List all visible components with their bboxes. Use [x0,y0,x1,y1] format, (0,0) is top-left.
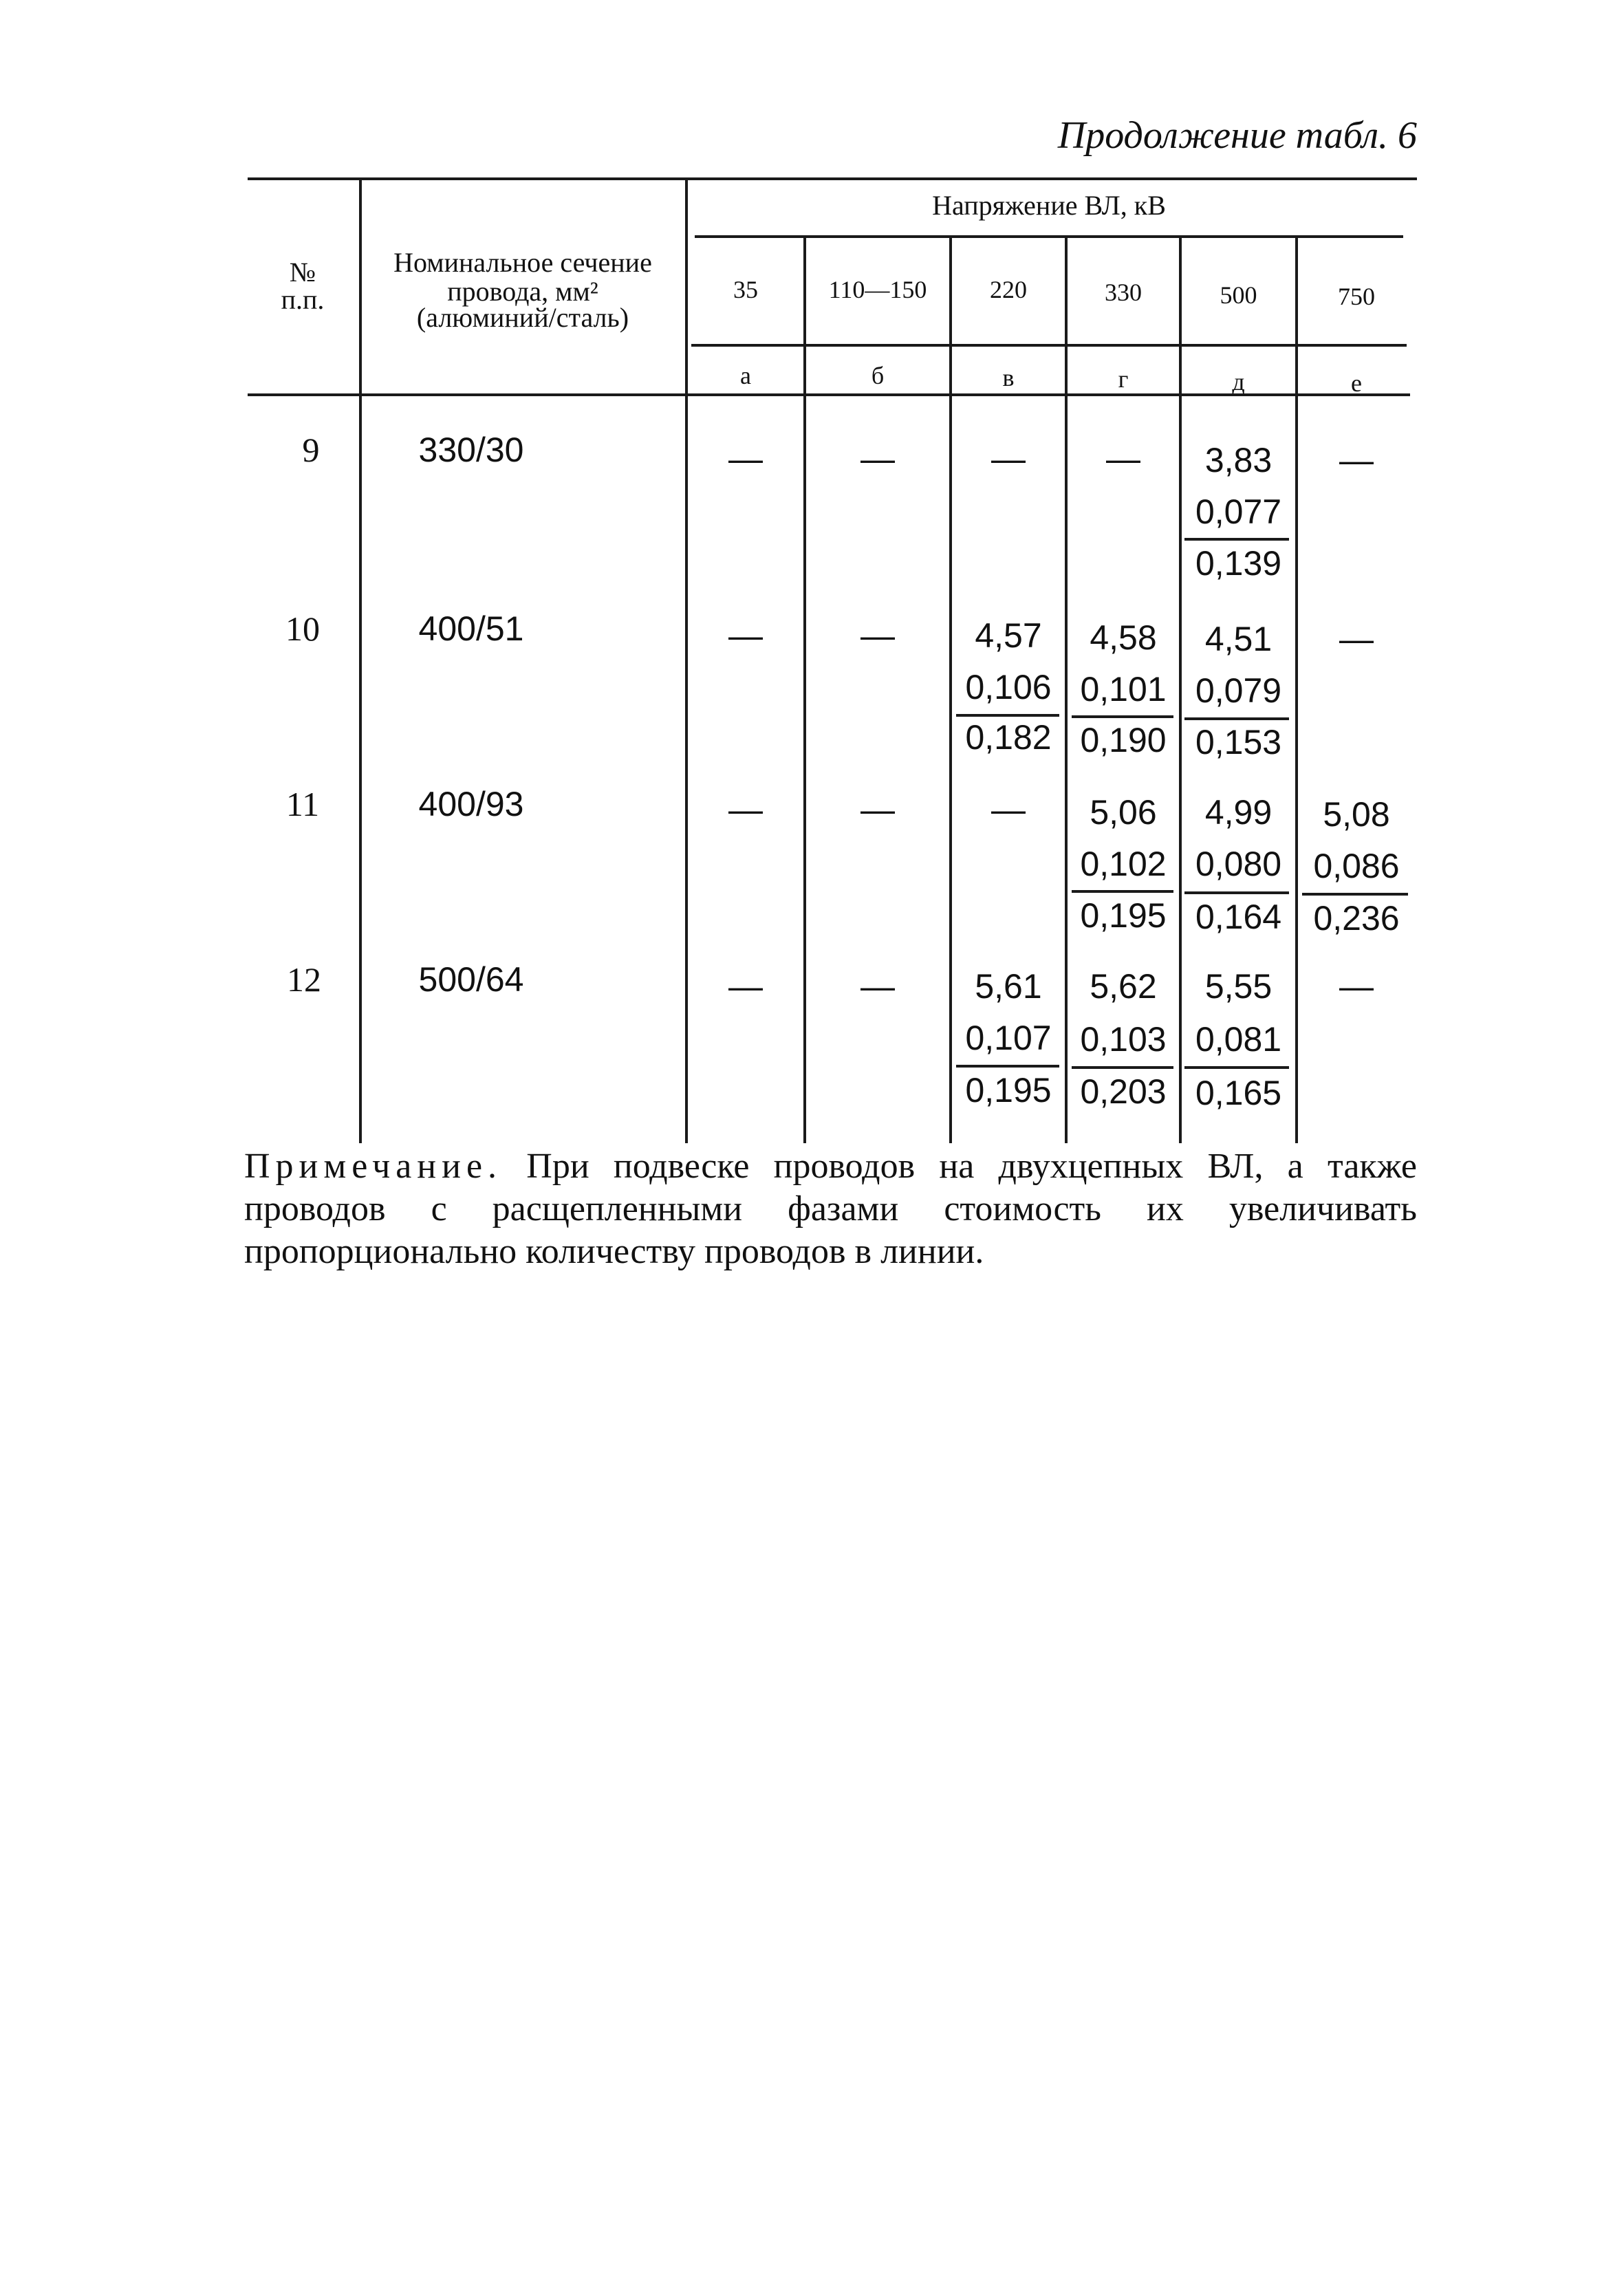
cell-value-top: 5,06 [1090,793,1157,832]
cell-dash: — [1339,441,1374,479]
row-section: 400/51 [418,609,524,648]
section-label-line3: (алюминий/сталь) [416,302,629,333]
cell-value-bot: 0,153 [1195,723,1282,761]
letter-b: б [871,362,885,389]
cell-value-mid: 0,080 [1195,845,1282,883]
cell-value-top: 5,08 [1323,795,1390,834]
cell-dash: — [860,790,895,829]
table-note [244,1145,1417,1273]
cell-value-top: 5,61 [975,967,1042,1006]
cell-value-mid: 0,077 [1195,492,1282,531]
table-top-rule [248,177,1417,180]
note-text: При подвеске проводов на двухцепных ВЛ, а также проводов с расщепленными фазами стоимость их увеличивать пропорционально количеству проводов в линии. [244,1147,1417,1271]
cell-dash: — [991,440,1026,478]
table-caption: Продолжение табл. 6 [1057,114,1417,157]
cell-value-bot: 0,182 [965,718,1052,757]
note-lead: Примечание. [244,1147,503,1186]
fraction-line [1072,1066,1173,1069]
fraction-line [1184,891,1289,894]
voltage-group-label: Напряжение ВЛ, кВ [932,190,1166,221]
cell-dash: — [1339,620,1374,658]
cell-value-bot: 0,203 [1080,1072,1167,1111]
section-label-line1: Номинальное сечение [393,247,652,278]
letter-g: г [1118,365,1129,393]
cell-dash: — [991,790,1026,829]
cell-dash: — [728,790,763,829]
cell-value-mid: 0,106 [965,668,1052,706]
voltage-750: 750 [1338,283,1375,310]
row-number: 9 [302,431,320,469]
cell-value-top: 4,51 [1204,620,1273,658]
cell-value-mid: 0,102 [1080,845,1167,883]
num-label-line1: № [289,257,316,288]
section-label-line2: провода, мм² [447,276,598,307]
fraction-line [1302,893,1408,896]
row-number: 10 [285,609,320,648]
cell-dash: — [728,616,763,655]
cell-value-bot: 0,165 [1195,1074,1282,1112]
voltage-330: 330 [1105,279,1142,306]
cell-value-bot: 0,195 [965,1071,1052,1109]
fraction-line [1184,1066,1289,1069]
letter-row-rule [691,344,1407,347]
cell-value-bot: 0,164 [1195,898,1282,936]
cell-value-bot: 0,236 [1313,899,1400,938]
voltage-500: 500 [1220,281,1257,309]
letter-a: а [740,362,751,389]
cell-value-top: 4,58 [1090,618,1157,657]
fraction-line [1184,538,1289,541]
row-section: 500/64 [418,960,524,999]
cell-value-mid: 0,107 [965,1019,1052,1057]
cell-dash: — [860,967,895,1006]
cell-dash: — [1106,440,1140,478]
cell-value-top: 5,62 [1090,967,1157,1006]
letter-d: д [1232,368,1245,396]
cell-dash: — [860,440,895,478]
cell-value-mid: 0,086 [1313,847,1400,885]
cell-value-mid: 0,103 [1080,1020,1167,1059]
num-label-line2: п.п. [281,284,325,315]
row-section: 330/30 [418,431,524,469]
fraction-line [1072,715,1173,718]
row-section: 400/93 [418,785,524,823]
cell-value-bot: 0,195 [1080,896,1167,935]
fraction-line [956,714,1059,717]
fraction-line [1184,717,1289,720]
cell-dash: — [1339,967,1374,1006]
voltage-35: 35 [733,276,758,303]
letter-v: в [1002,364,1015,391]
fraction-line [1072,890,1173,893]
cell-value-mid: 0,081 [1195,1020,1282,1059]
fraction-line [956,1065,1059,1068]
cell-dash: — [728,967,763,1006]
voltage-220: 220 [990,276,1027,303]
cell-value-mid: 0,101 [1080,670,1167,708]
row-number: 12 [287,960,321,999]
cell-dash: — [728,440,763,478]
voltage-110-150: 110—150 [828,276,927,303]
cell-value-bot: 0,190 [1080,721,1167,759]
cell-value-bot: 0,139 [1195,544,1282,583]
row-number: 11 [285,785,320,823]
divider-num-section [359,180,362,1143]
cell-value-top: 4,57 [975,616,1042,655]
cell-dash: — [860,616,895,655]
cell-value-mid: 0,079 [1195,671,1282,710]
letter-e: е [1351,369,1362,397]
cell-value-top: 3,83 [1204,441,1273,479]
cell-value-top: 4,99 [1204,793,1273,832]
cell-value-top: 5,55 [1204,967,1273,1006]
